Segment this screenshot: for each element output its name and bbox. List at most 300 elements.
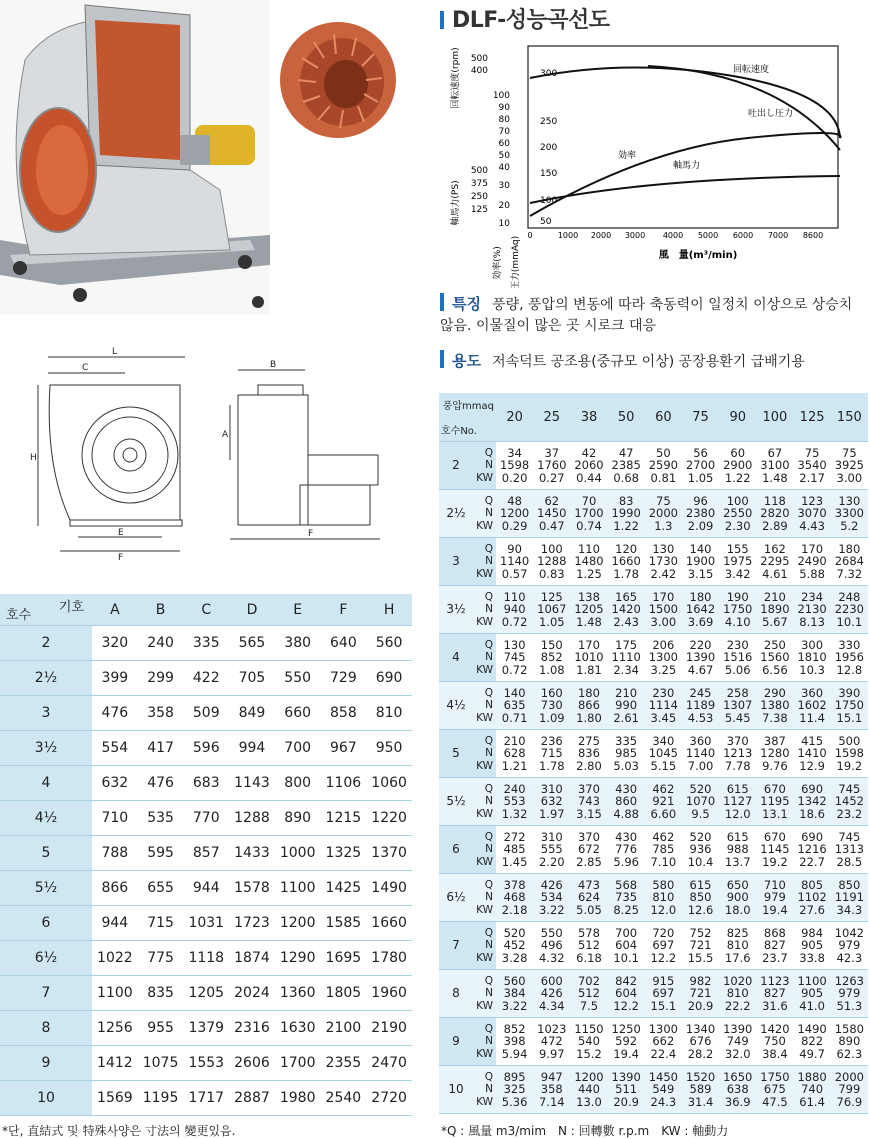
perf-kw-value: 7.00 — [687, 758, 714, 773]
col-header: H — [366, 594, 412, 626]
perf-n-value: 988 — [726, 842, 749, 857]
perf-kw-value: 5.88 — [799, 566, 825, 581]
perf-q-value: 387 — [763, 733, 786, 748]
perf-kw-value: 3.25 — [650, 662, 677, 677]
tick-in-250: 250 — [540, 117, 558, 127]
perf-n-value: 822 — [801, 1034, 824, 1049]
perf-q-value: 984 — [801, 925, 824, 940]
perf-kw-value: 19.4 — [613, 1046, 639, 1061]
unit-label: Q — [484, 926, 493, 939]
xtick-4000: 4000 — [662, 231, 684, 240]
perf-q-value: 230 — [726, 637, 749, 652]
perf-value-cell — [831, 634, 868, 682]
dim-value-cell: 632 — [92, 766, 138, 801]
perf-n-value: 638 — [726, 1082, 749, 1097]
perf-q-value: 175 — [615, 637, 638, 652]
perf-value-cell — [682, 442, 719, 490]
dim-value-cell: 2470 — [366, 1046, 412, 1081]
perf-n-value: 675 — [763, 1082, 786, 1097]
unit-label: KW — [476, 567, 493, 580]
perf-n-value: 985 — [615, 746, 638, 761]
perf-n-value: 2684 — [834, 554, 864, 569]
perf-kw-value: 62.3 — [836, 1046, 863, 1061]
perf-value-cell — [496, 1066, 533, 1114]
perf-n-value: 1410 — [797, 746, 827, 761]
perf-header-row — [439, 393, 868, 442]
perf-n-value: 1598 — [499, 458, 530, 473]
tick-ps-125: 125 — [470, 205, 488, 215]
unit-label: N — [485, 891, 493, 904]
perf-value-cell — [608, 682, 645, 730]
perf-kw-value: 2.61 — [613, 710, 639, 725]
perf-value-cell — [794, 538, 831, 586]
perf-q-value: 210 — [763, 589, 786, 604]
unit-label: N — [485, 651, 493, 664]
perf-n-value: 472 — [540, 1034, 563, 1049]
perf-q-value: 580 — [652, 877, 675, 892]
perf-n-value: 749 — [726, 1034, 749, 1049]
perf-kw-value: 9.97 — [538, 1046, 565, 1061]
dim-value-cell: 399 — [92, 661, 138, 696]
dim-label-a: A — [222, 430, 229, 440]
perf-value-cell — [496, 634, 533, 682]
dim-value-cell: 967 — [321, 731, 367, 766]
perf-n-value: 1452 — [834, 794, 864, 809]
perf-value-cell — [682, 682, 719, 730]
perf-n-value: 628 — [503, 746, 526, 761]
perf-n-value: 511 — [615, 1082, 638, 1097]
dim-value-cell: 849 — [229, 696, 275, 731]
perf-value-cell — [496, 826, 533, 874]
perf-kw-value: 0.27 — [538, 470, 565, 485]
perf-q-value: 100 — [540, 541, 563, 556]
perf-q-value: 330 — [838, 637, 861, 652]
unit-label: N — [485, 843, 493, 856]
perf-n-value: 3100 — [760, 458, 790, 473]
perf-n-value: 1598 — [834, 746, 864, 761]
perf-kw-value: 10.4 — [687, 854, 714, 869]
perf-kw-value: 20.9 — [613, 1094, 639, 1109]
perf-value-cell — [570, 490, 607, 538]
perf-n-value: 1288 — [537, 554, 567, 569]
perf-q-value: 1750 — [760, 1069, 790, 1084]
perf-kw-value: 0.68 — [613, 470, 639, 485]
usage-block — [440, 350, 868, 372]
perf-value-cell — [719, 538, 756, 586]
perf-kw-value: 18.6 — [799, 806, 825, 821]
dim-size-cell: 4 — [0, 766, 92, 801]
dim-size-cell: 2 — [0, 626, 92, 661]
perf-n-value: 2700 — [685, 458, 716, 473]
perf-value-cell — [496, 874, 533, 922]
perf-table-row — [439, 490, 868, 538]
dim-value-cell: 1717 — [183, 1081, 229, 1116]
perf-kw-value: 42.3 — [836, 950, 863, 965]
perf-n-value: 1750 — [723, 602, 753, 617]
dim-table-row — [0, 1011, 412, 1046]
tick-rpm-400: 400 — [470, 66, 488, 76]
perf-kw-value: 0.81 — [650, 470, 677, 485]
tick-in-200: 200 — [540, 143, 558, 153]
perf-value-cell — [570, 730, 607, 778]
dim-value-cell: 2540 — [321, 1081, 367, 1116]
perf-unit-cell — [473, 970, 496, 1018]
perf-kw-value: 34.3 — [836, 902, 863, 917]
perf-value-cell — [570, 1066, 607, 1114]
perf-n-value: 358 — [540, 1082, 563, 1097]
perf-value-cell — [756, 778, 793, 826]
perf-value-cell — [645, 1066, 682, 1114]
perf-n-value: 553 — [503, 794, 526, 809]
dim-value-cell: 1700 — [275, 1046, 321, 1081]
unit-label: KW — [476, 903, 493, 916]
perf-unit-cell — [473, 874, 496, 922]
perf-value-cell — [756, 634, 793, 682]
perf-q-value: 37 — [544, 445, 560, 460]
perf-kw-value: 31.4 — [687, 1094, 714, 1109]
perf-value-cell — [570, 778, 607, 826]
pressure-header: 90 — [719, 393, 756, 442]
perf-q-value: 1420 — [760, 1021, 790, 1036]
perf-kw-value: 13.1 — [762, 806, 788, 821]
perf-q-value: 700 — [615, 925, 638, 940]
perf-kw-value: 3.28 — [501, 950, 528, 965]
perf-value-cell — [533, 922, 570, 970]
dim-value-cell: 660 — [275, 696, 321, 731]
perf-kw-value: 18.0 — [724, 902, 751, 917]
perf-kw-value: 4.61 — [762, 566, 788, 581]
perf-q-value: 240 — [503, 781, 526, 796]
feature-label: 특징 — [452, 295, 481, 313]
dim-label-f1: F — [118, 553, 124, 560]
perf-value-cell — [496, 922, 533, 970]
perf-kw-value: 33.8 — [799, 950, 825, 965]
perf-value-cell — [794, 634, 831, 682]
xtick-0: 0 — [527, 231, 533, 240]
usage-label: 용도 — [452, 352, 481, 370]
perf-table-row — [439, 778, 868, 826]
perf-kw-value: 3.22 — [501, 998, 528, 1013]
perf-q-value: 120 — [615, 541, 638, 556]
perf-q-value: 234 — [801, 589, 824, 604]
perf-value-cell — [719, 1066, 756, 1114]
perf-kw-value: 4.32 — [538, 950, 565, 965]
perf-value-cell — [682, 586, 719, 634]
perf-q-value: 895 — [503, 1069, 526, 1084]
perf-q-value: 462 — [652, 781, 675, 796]
perf-value-cell — [682, 826, 719, 874]
perf-n-value: 604 — [615, 986, 638, 1001]
perf-kw-value: 19.4 — [762, 902, 788, 917]
perf-unit-cell — [473, 730, 496, 778]
dim-corner-cell — [0, 594, 92, 626]
perf-q-value: 915 — [652, 973, 675, 988]
dim-table-row — [0, 941, 412, 976]
perf-kw-value: 7.10 — [650, 854, 677, 869]
x-axis-label: 風 量(m³/min) — [658, 250, 738, 261]
perf-q-value: 96 — [693, 493, 708, 508]
perf-kw-value: 5.05 — [576, 902, 602, 917]
perf-q-value: 140 — [689, 541, 712, 556]
perf-n-value: 2230 — [834, 602, 864, 617]
unit-label: Q — [484, 1070, 493, 1083]
dim-table-row — [0, 801, 412, 836]
perf-kw-value: 1.08 — [538, 662, 565, 677]
unit-label: N — [485, 795, 493, 808]
feature-block — [440, 293, 868, 336]
perf-n-value: 1127 — [723, 794, 753, 809]
perf-n-value: 1140 — [685, 746, 716, 761]
perf-value-cell — [719, 730, 756, 778]
perf-kw-value: 1.3 — [654, 518, 673, 533]
perf-value-cell — [831, 970, 868, 1018]
perf-q-value: 520 — [689, 829, 712, 844]
perf-q-value: 578 — [577, 925, 600, 940]
perf-value-cell — [533, 586, 570, 634]
unit-label: N — [485, 747, 493, 760]
perf-n-value: 810 — [726, 938, 749, 953]
performance-curve — [448, 38, 860, 288]
pressure-header: 75 — [682, 393, 719, 442]
perf-corner-cell — [439, 393, 496, 442]
perf-q-value: 947 — [540, 1069, 563, 1084]
perf-value-cell — [794, 970, 831, 1018]
axis-label-ps: 軸馬力(PS) — [451, 180, 461, 226]
perf-n-value: 1642 — [685, 602, 716, 617]
perf-q-value: 378 — [503, 877, 526, 892]
dim-table-row — [0, 766, 412, 801]
dim-table-row — [0, 696, 412, 731]
pressure-header: 20 — [496, 393, 533, 442]
dim-value-cell: 299 — [138, 661, 184, 696]
perf-table-row — [439, 682, 868, 730]
pressure-header: 60 — [645, 393, 682, 442]
perf-kw-value: 1.78 — [613, 566, 639, 581]
dim-value-cell: 1874 — [229, 941, 275, 976]
unit-label: N — [485, 1035, 493, 1048]
perf-value-cell — [608, 970, 645, 1018]
perf-n-value: 325 — [503, 1082, 526, 1097]
dim-value-cell: 1200 — [275, 906, 321, 941]
perf-n-value: 1205 — [574, 602, 604, 617]
perf-unit-cell — [473, 826, 496, 874]
perf-size-cell: 6 — [439, 826, 473, 874]
dim-value-cell: 857 — [183, 836, 229, 871]
perf-kw-value: 1.45 — [501, 854, 528, 869]
perf-q-value: 180 — [577, 685, 600, 700]
dim-value-cell: 1031 — [183, 906, 229, 941]
unit-label: Q — [484, 446, 493, 459]
perf-value-cell — [794, 490, 831, 538]
perf-value-cell — [682, 730, 719, 778]
perf-q-value: 130 — [503, 637, 526, 652]
dim-size-cell: 6 — [0, 906, 92, 941]
dim-value-cell: 700 — [275, 731, 321, 766]
dim-table-row — [0, 1046, 412, 1081]
perf-kw-value: 4.67 — [687, 662, 714, 677]
dim-size-cell: 3½ — [0, 731, 92, 766]
perf-q-value: 245 — [689, 685, 712, 700]
perf-n-value: 1890 — [760, 602, 790, 617]
perf-n-value: 534 — [540, 890, 563, 905]
perf-value-cell — [756, 970, 793, 1018]
tick-p-40: 40 — [498, 163, 510, 173]
perf-unit-cell — [473, 586, 496, 634]
dim-value-cell: 358 — [138, 696, 184, 731]
perf-n-value: 1420 — [611, 602, 641, 617]
perf-n-value: 2000 — [648, 506, 678, 521]
perf-n-value: 836 — [577, 746, 600, 761]
dim-value-cell: 1585 — [321, 906, 367, 941]
perf-n-value: 2295 — [760, 554, 790, 569]
curve-efficiency — [530, 133, 841, 216]
perf-kw-value: 1.97 — [538, 806, 565, 821]
perf-kw-value: 76.9 — [836, 1094, 863, 1109]
perf-kw-value: 3.45 — [650, 710, 677, 725]
perf-q-value: 360 — [801, 685, 824, 700]
perf-value-cell — [719, 442, 756, 490]
perf-size-cell: 9 — [439, 1018, 473, 1066]
perf-q-value: 272 — [503, 829, 526, 844]
perf-n-value: 1216 — [797, 842, 827, 857]
perf-kw-value: 7.38 — [762, 710, 788, 725]
dim-value-cell: 1106 — [321, 766, 367, 801]
perf-q-value: 210 — [503, 733, 526, 748]
perf-kw-value: 22.7 — [799, 854, 825, 869]
perf-q-value: 825 — [726, 925, 749, 940]
col-header: B — [138, 594, 184, 626]
dim-value-cell: 640 — [321, 626, 367, 661]
unit-label: N — [485, 699, 493, 712]
perf-unit-cell — [473, 1066, 496, 1114]
perf-value-cell — [831, 1018, 868, 1066]
perf-kw-value: 1.80 — [576, 710, 602, 725]
perf-kw-value: 1.48 — [762, 470, 788, 485]
unit-label: Q — [484, 638, 493, 651]
perf-kw-value: 4.34 — [538, 998, 565, 1013]
perf-n-value: 1102 — [797, 890, 827, 905]
perf-value-cell — [756, 922, 793, 970]
dim-size-cell: 5½ — [0, 871, 92, 906]
dim-value-cell: 955 — [138, 1011, 184, 1046]
dim-value-cell: 1360 — [275, 976, 321, 1011]
dim-value-cell: 2606 — [229, 1046, 275, 1081]
perf-kw-value: 4.43 — [799, 518, 825, 533]
perf-n-value: 979 — [838, 938, 861, 953]
perf-value-cell — [794, 778, 831, 826]
dim-value-cell: 1433 — [229, 836, 275, 871]
perf-value-cell — [496, 586, 533, 634]
perf-kw-value: 10.3 — [799, 662, 825, 677]
perf-n-value: 452 — [503, 938, 526, 953]
perf-q-value: 2000 — [834, 1069, 864, 1084]
dim-value-cell: 2024 — [229, 976, 275, 1011]
perf-n-value: 592 — [615, 1034, 638, 1049]
perf-kw-value: 12.9 — [799, 758, 825, 773]
perf-kw-value: 9.76 — [762, 758, 788, 773]
perf-q-value: 138 — [577, 589, 600, 604]
perf-value-cell — [756, 1066, 793, 1114]
perf-kw-value: 12.0 — [650, 902, 677, 917]
perf-value-cell — [794, 922, 831, 970]
perf-n-value: 905 — [801, 986, 824, 1001]
tick-in-150: 150 — [540, 169, 558, 179]
perf-kw-value: 1.32 — [501, 806, 528, 821]
perf-q-value: 62 — [544, 493, 560, 508]
unit-label: Q — [484, 542, 493, 555]
perf-value-cell — [608, 1018, 645, 1066]
perf-n-value: 555 — [540, 842, 563, 857]
perf-q-value: 500 — [838, 733, 861, 748]
perf-q-value: 390 — [838, 685, 861, 700]
corner-symbol: 기호 — [58, 600, 84, 615]
perf-q-value: 140 — [503, 685, 526, 700]
xtick-7000: 7000 — [767, 231, 789, 240]
unit-label: Q — [484, 686, 493, 699]
perf-value-cell — [831, 682, 868, 730]
dim-label-c: C — [82, 363, 89, 373]
perf-value-cell — [719, 970, 756, 1018]
perf-n-value: 1191 — [834, 890, 864, 905]
perf-kw-value: 38.4 — [762, 1046, 788, 1061]
perf-n-value: 1114 — [648, 698, 678, 713]
dim-value-cell: 1490 — [366, 871, 412, 906]
perf-n-value: 1189 — [685, 698, 716, 713]
tick-p-60: 60 — [498, 139, 510, 149]
perf-value-cell — [794, 730, 831, 778]
dim-value-cell: 1100 — [92, 976, 138, 1011]
dim-size-cell: 2½ — [0, 661, 92, 696]
perf-q-value: 1023 — [537, 1021, 567, 1036]
dim-value-cell: 690 — [366, 661, 412, 696]
perf-value-cell — [496, 538, 533, 586]
perf-value-cell — [756, 538, 793, 586]
dim-value-cell: 1379 — [183, 1011, 229, 1046]
perf-n-value: 1730 — [648, 554, 678, 569]
perf-kw-value: 36.9 — [724, 1094, 751, 1109]
perf-kw-value: 3.15 — [576, 806, 602, 821]
perf-n-value: 1070 — [685, 794, 716, 809]
perf-value-cell — [645, 682, 682, 730]
perf-kw-value: 13.0 — [576, 1094, 602, 1109]
perf-kw-value: 1.22 — [724, 470, 751, 485]
perf-value-cell — [608, 922, 645, 970]
perf-n-value: 940 — [503, 602, 526, 617]
perf-n-value: 810 — [726, 986, 749, 1001]
perf-kw-value: 2.17 — [799, 470, 825, 485]
perf-q-value: 165 — [615, 589, 638, 604]
perf-footnote: *Q : 風量 m3/mim N : 回轉數 r.p.m KW : 軸動力 — [441, 1124, 729, 1138]
perf-q-value: 852 — [503, 1021, 526, 1036]
col-header: E — [275, 594, 321, 626]
tick-in-50: 50 — [540, 217, 552, 227]
perf-q-value: 720 — [652, 925, 675, 940]
tick-p-70: 70 — [498, 127, 510, 137]
perf-value-cell — [831, 538, 868, 586]
perf-value-cell — [496, 1018, 533, 1066]
perf-value-cell — [682, 922, 719, 970]
perf-value-cell — [831, 922, 868, 970]
dimension-table — [0, 594, 412, 1116]
perf-q-value: 67 — [767, 445, 783, 460]
dim-value-cell: 1118 — [183, 941, 229, 976]
perf-kw-value: 1.21 — [501, 758, 528, 773]
perf-value-cell — [533, 538, 570, 586]
perf-kw-value: 23.2 — [836, 806, 863, 821]
tick-ps-250: 250 — [470, 192, 488, 202]
perf-n-value: 1560 — [760, 650, 790, 665]
perf-value-cell — [645, 538, 682, 586]
